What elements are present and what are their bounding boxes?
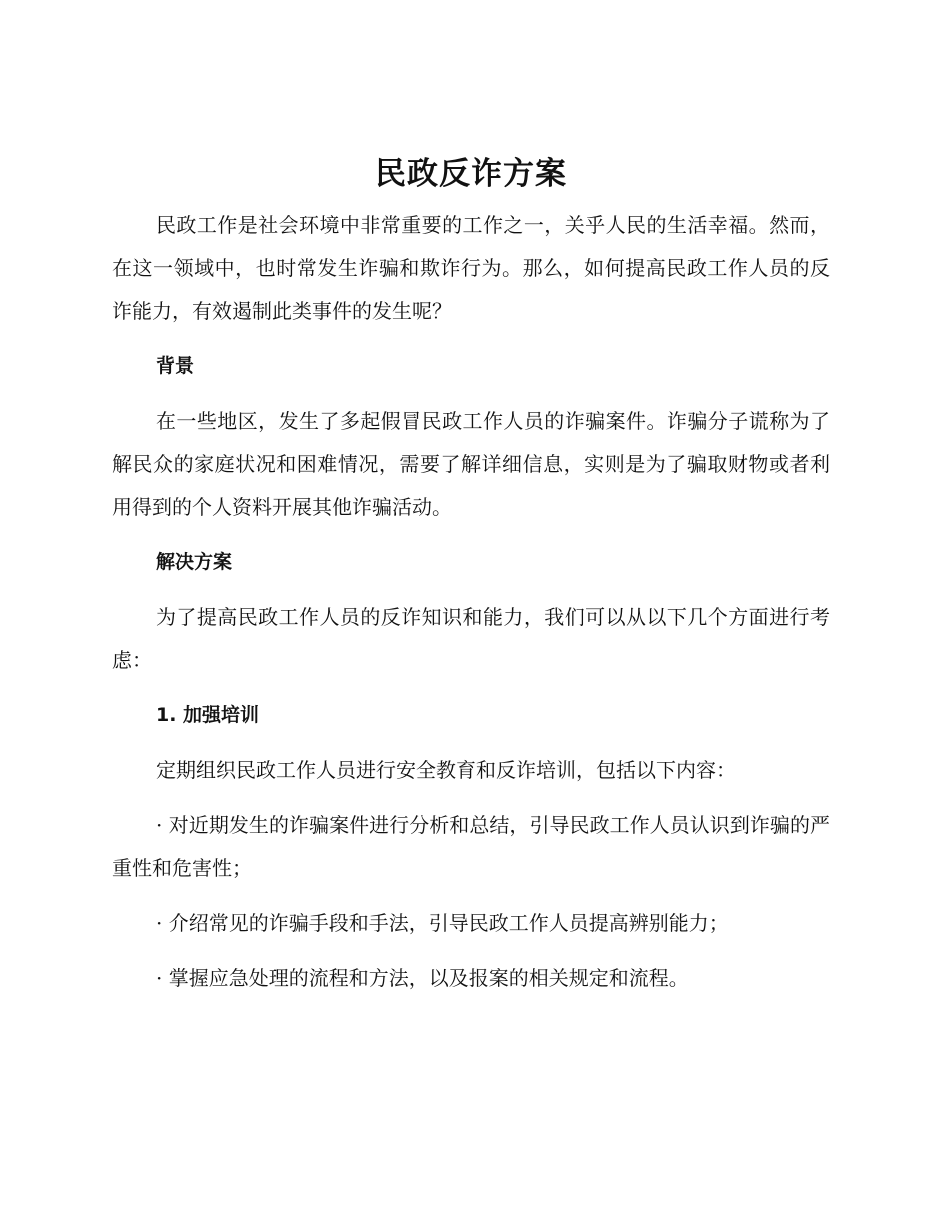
document-title: 民政反诈方案	[375, 156, 567, 192]
solution-paragraph: 为了提高民政工作人员的反诈知识和能力，我们可以从以下几个方面进行考虑：	[112, 605, 830, 672]
training-bullet-3: · 掌握应急处理的流程和方法，以及报案的相关规定和流程。	[156, 966, 689, 990]
background-paragraph: 在一些地区，发生了多起假冒民政工作人员的诈骗案件。诈骗分子谎称为了解民众的家庭状况和困难情况，需要了解详细信息，实则是为了骗取财物或者利用得到的个人资料开展其他诈骗活动。	[112, 409, 830, 519]
training-heading: 1. 加强培训	[156, 704, 260, 726]
training-bullet-1: · 对近期发生的诈骗案件进行分析和总结，引导民政工作人员认识到诈骗的严重性和危害性；	[112, 813, 830, 880]
intro-paragraph: 民政工作是社会环境中非常重要的工作之一，关乎人民的生活幸福。然而，在这一领域中，也时常发生诈骗和欺诈行为。那么，如何提高民政工作人员的反诈能力，有效遏制此类事件的发生呢？	[112, 213, 830, 323]
training-bullet-2: · 介绍常见的诈骗手段和手法，引导民政工作人员提高辨别能力；	[156, 911, 729, 935]
document-page	[112, 150, 830, 1012]
solution-heading: 解决方案	[156, 551, 233, 573]
background-heading: 背景	[156, 355, 195, 377]
training-paragraph: 定期组织民政工作人员进行安全教育和反诈培训，包括以下内容：	[156, 758, 736, 782]
